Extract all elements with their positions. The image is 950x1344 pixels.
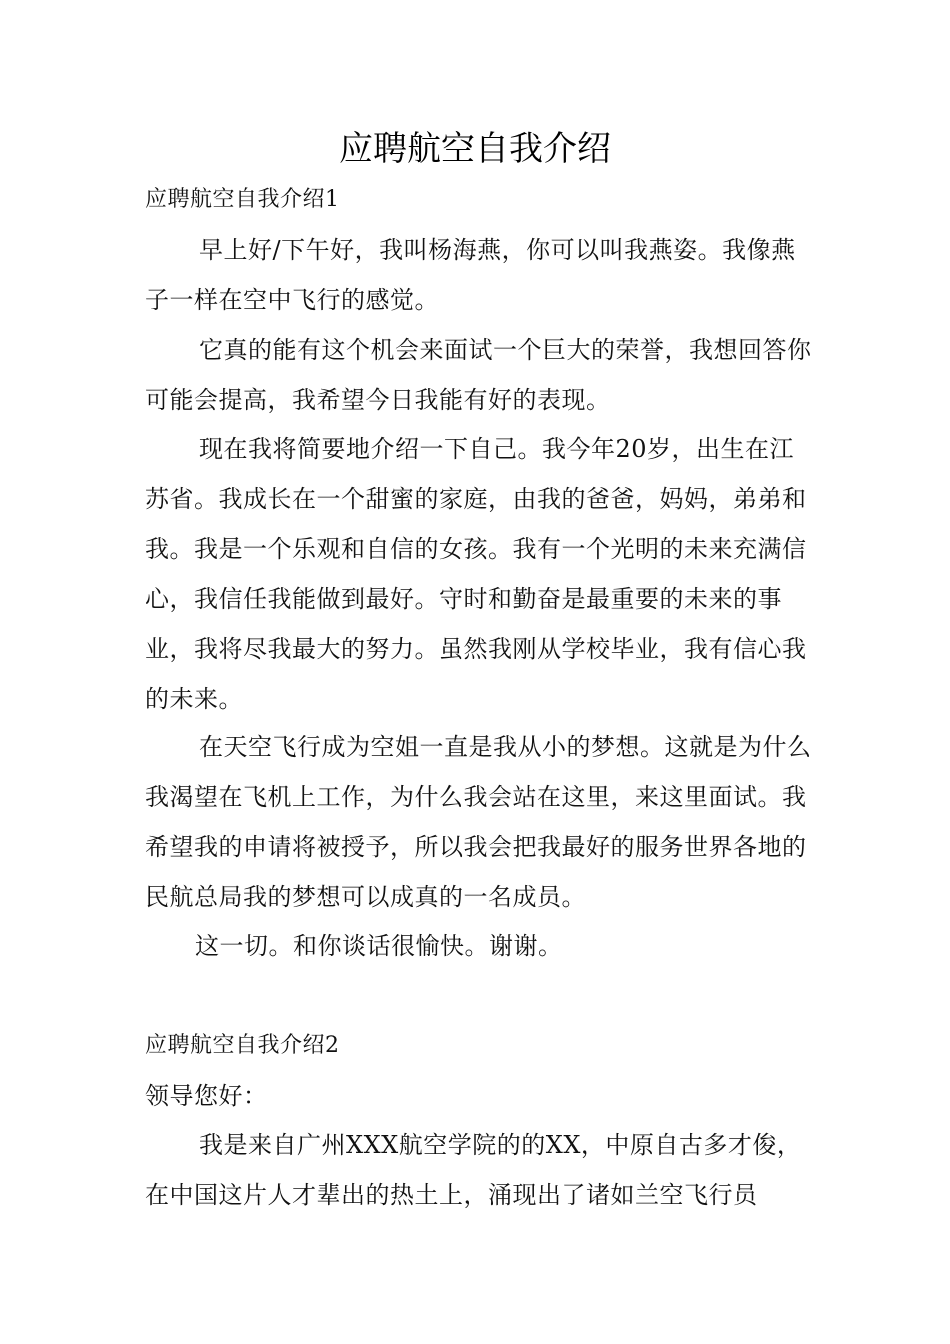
section-1-paragraph-4: 在天空飞行成为空姐一直是我从小的梦想。这就是为什么我渴望在飞机上工作，为什么我会站在这里，来这里面试。我希望我的申请将被授予，所以我会把我最好的服务世界各地的民航总局我的梦想可以成真的一名成员。 bbox=[145, 733, 812, 911]
section-1-paragraph-1: 早上好/下午好，我叫杨海燕，你可以叫我燕姿。我像燕子一样在空中飞行的感觉。 bbox=[145, 236, 796, 314]
document-title: 应聘航空自我介绍 bbox=[339, 129, 611, 169]
section-1-heading: 应聘航空自我介绍1 bbox=[145, 187, 340, 212]
section-2-salutation: 领导您好： bbox=[145, 1082, 268, 1110]
section-2-paragraph-1: 我是来自广州XXX航空学院的的XX，中原自古多才俊，在中国这片人才辈出的热土上，涌现出了诸如兰空飞行员 bbox=[145, 1131, 802, 1209]
section-2-heading: 应聘航空自我介绍2 bbox=[145, 1033, 340, 1058]
section-1-paragraph-3: 现在我将简要地介绍一下自己。我今年20岁，出生在江苏省。我成长在一个甜蜜的家庭，由我的爸爸，妈妈，弟弟和我。我是一个乐观和自信的女孩。我有一个光明的未来充满信心，我信任我能做到最好。守时和勤奋是最重要的未来的事业，我将尽我最大的努力。虽然我刚从学校毕业，我有信心我的未来。 bbox=[145, 435, 807, 713]
section-1-paragraph-5: 这一切。和你谈话很愉快。谢谢。 bbox=[195, 932, 563, 960]
section-1-paragraph-2: 它真的能有这个机会来面试一个巨大的荣誉，我想回答你可能会提高，我希望今日我能有好的表现。 bbox=[145, 336, 812, 414]
